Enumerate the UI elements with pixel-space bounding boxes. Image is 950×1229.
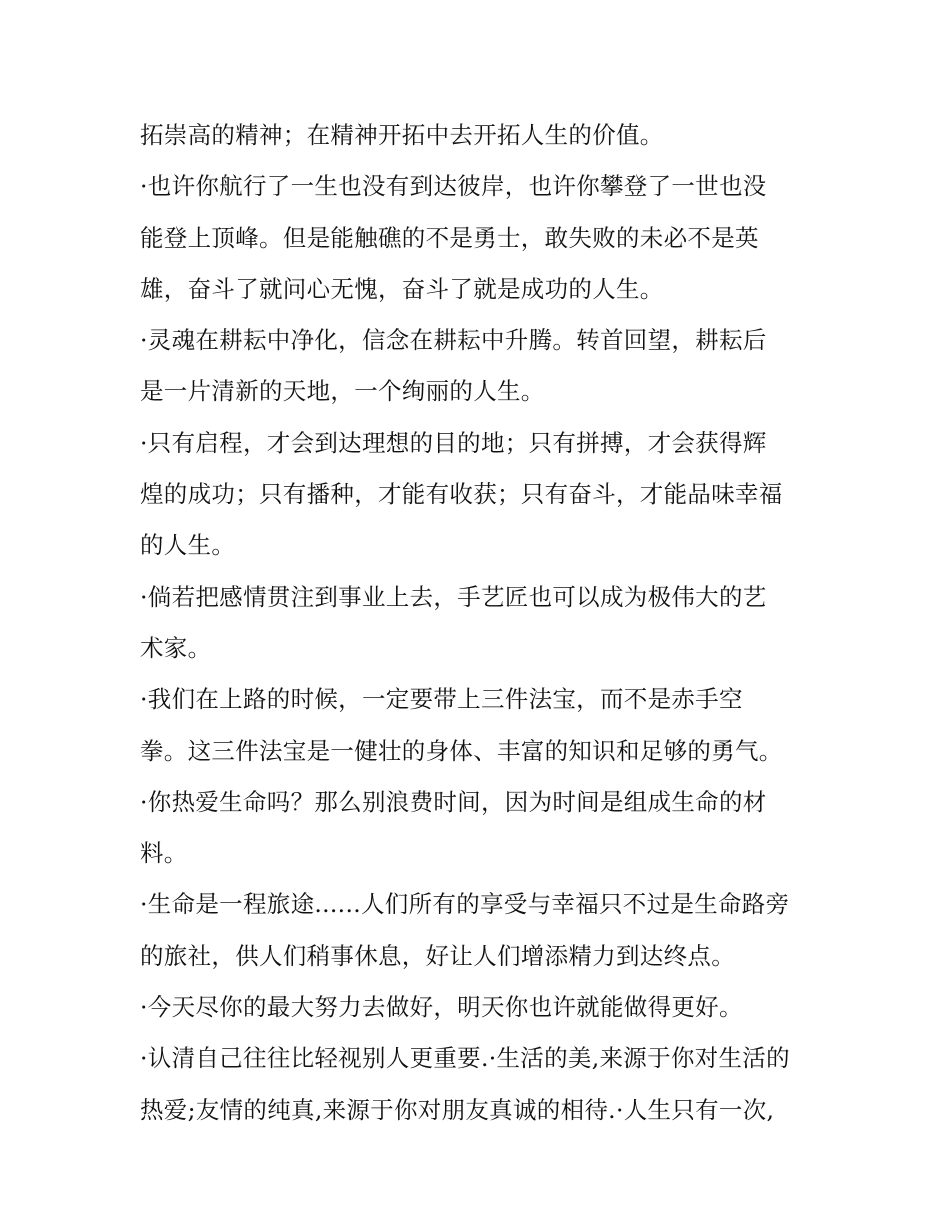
text-line: ·灵魂在耕耘中净化，信念在耕耘中升腾。转首回望，耕耘后 [140,326,767,355]
text-line: ·也许你航行了一生也没有到达彼岸，也许你攀登了一世也没 [140,172,767,201]
text-line: 拳。这三件法宝是一健壮的身体、丰富的知识和足够的勇气。 [140,736,783,765]
text-line: ·生命是一程旅途......人们所有的享受与幸福只不过是生命路旁 [140,890,790,919]
text-line: 术家。 [140,633,212,662]
text-line: ·只有启程，才会到达理想的目的地；只有拼搏，才会获得辉 [140,428,767,457]
text-line: 雄，奋斗了就问心无愧，奋斗了就是成功的人生。 [140,274,664,303]
text-line: ·今天尽你的最大努力去做好，明天你也许就能做得更好。 [140,993,743,1022]
text-line: 是一片清新的天地，一个绚丽的人生。 [140,377,545,406]
text-line: 的人生。 [140,531,236,560]
text-line: 热爱;友情的纯真,来源于你对朋友真诚的相待.·人生只有一次, [140,1095,775,1124]
text-line: 的旅社，供人们稍事休息，好让人们增添精力到达终点。 [140,941,735,970]
text-line: ·我们在上路的时候，一定要带上三件法宝，而不是赤手空 [140,685,743,714]
text-line: 拓崇高的精神；在精神开拓中去开拓人生的价值。 [140,121,664,149]
text-line: 能登上顶峰。但是能触礁的不是勇士，敢失败的未必不是英 [140,223,759,252]
text-line: ·你热爱生命吗？那么别浪费时间，因为时间是组成生命的材 [140,787,767,816]
text-line: ·认清自己往往比轻视别人更重要.·生活的美,来源于你对生活的 [140,1044,790,1073]
document-body [140,110,830,1136]
text-line: 煌的成功；只有播种，才能有收获；只有奋斗，才能品味幸福 [140,480,783,509]
text-line: ·倘若把感情贯注到事业上去，手艺匠也可以成为极伟大的艺 [140,582,767,611]
text-line: 料。 [140,839,188,868]
